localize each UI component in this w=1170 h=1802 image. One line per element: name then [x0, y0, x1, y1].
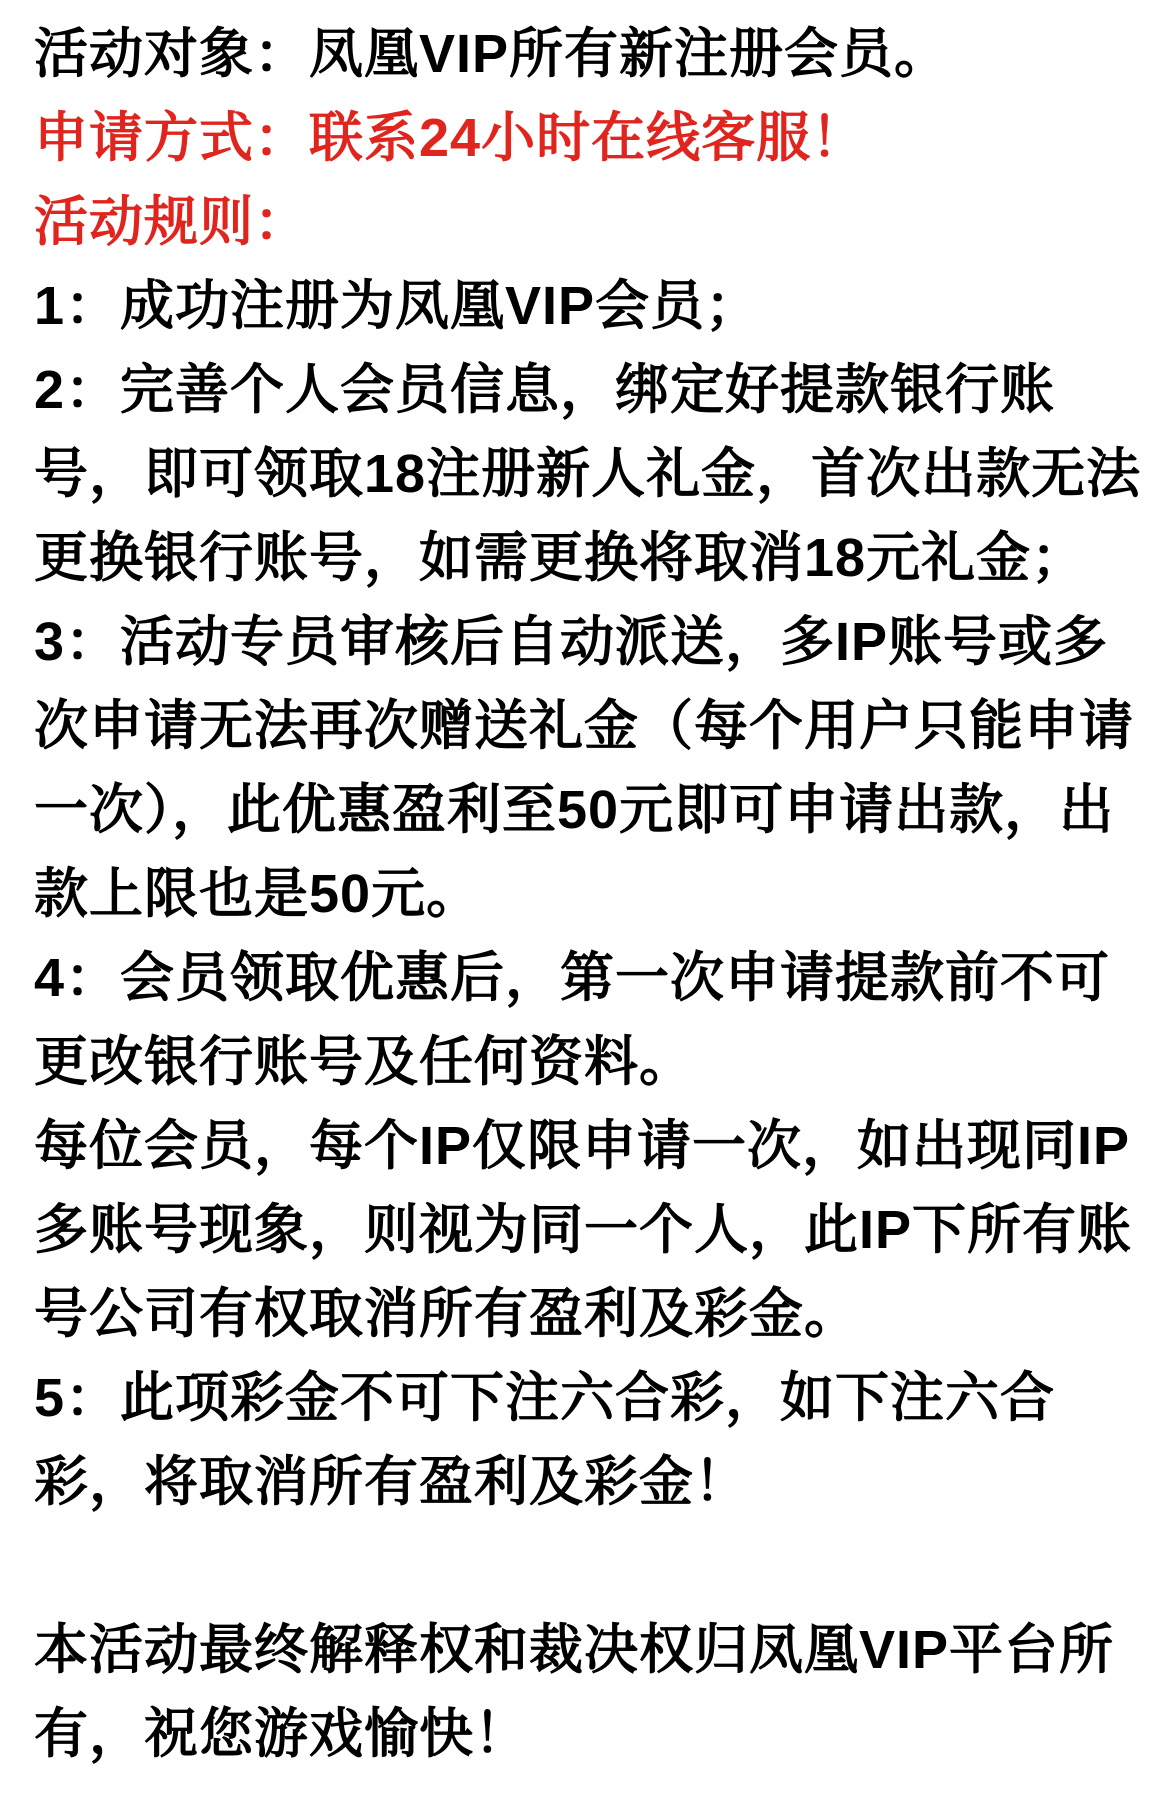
rule-5-line-1: 5：此项彩金不可下注六合彩，如下注六合: [34, 1368, 1056, 1428]
rule-4-line-2: 更改银行账号及任何资料。: [34, 1032, 694, 1092]
ip-limit-line-3: 号公司有权取消所有盈利及彩金。: [34, 1284, 859, 1344]
rule-2-line-2: 号，即可领取18注册新人礼金，首次出款无法: [34, 444, 1142, 504]
rule-5-line-2: 彩，将取消所有盈利及彩金！: [34, 1452, 749, 1512]
rules-heading-line: 活动规则：: [34, 192, 309, 252]
rule-4-line-1: 4：会员领取优惠后，第一次申请提款前不可: [34, 948, 1111, 1008]
ip-limit-line-1: 每位会员，每个IP仅限申请一次，如出现同IP: [34, 1116, 1131, 1176]
apply-method-line: 申请方式：联系24小时在线客服！: [34, 108, 867, 168]
disclaimer-line-2: 有，祝您游戏愉快！: [34, 1704, 529, 1764]
ip-limit-line-2: 多账号现象，则视为同一个人，此IP下所有账: [34, 1200, 1133, 1260]
rule-3-line-2: 次申请无法再次赠送礼金（每个用户只能申请: [34, 696, 1134, 756]
rule-3-line-3: 一次），此优惠盈利至50元即可申请出款，出: [34, 780, 1115, 840]
rule-2-line-3: 更换银行账号，如需更换将取消18元礼金；: [34, 528, 1087, 588]
rule-1-line: 1：成功注册为凤凰VIP会员；: [34, 276, 761, 336]
rule-3-line-1: 3：活动专员审核后自动派送，多IP账号或多: [34, 612, 1109, 672]
activity-target-line: 活动对象：凤凰VIP所有新注册会员。: [34, 24, 950, 84]
disclaimer-block: [34, 1608, 1154, 1776]
rule-3-line-4: 款上限也是50元。: [34, 864, 482, 924]
rule-2-line-1: 2：完善个人会员信息，绑定好提款银行账: [34, 360, 1056, 420]
disclaimer-line-1: 本活动最终解释权和裁决权归凤凰VIP平台所: [34, 1620, 1115, 1680]
